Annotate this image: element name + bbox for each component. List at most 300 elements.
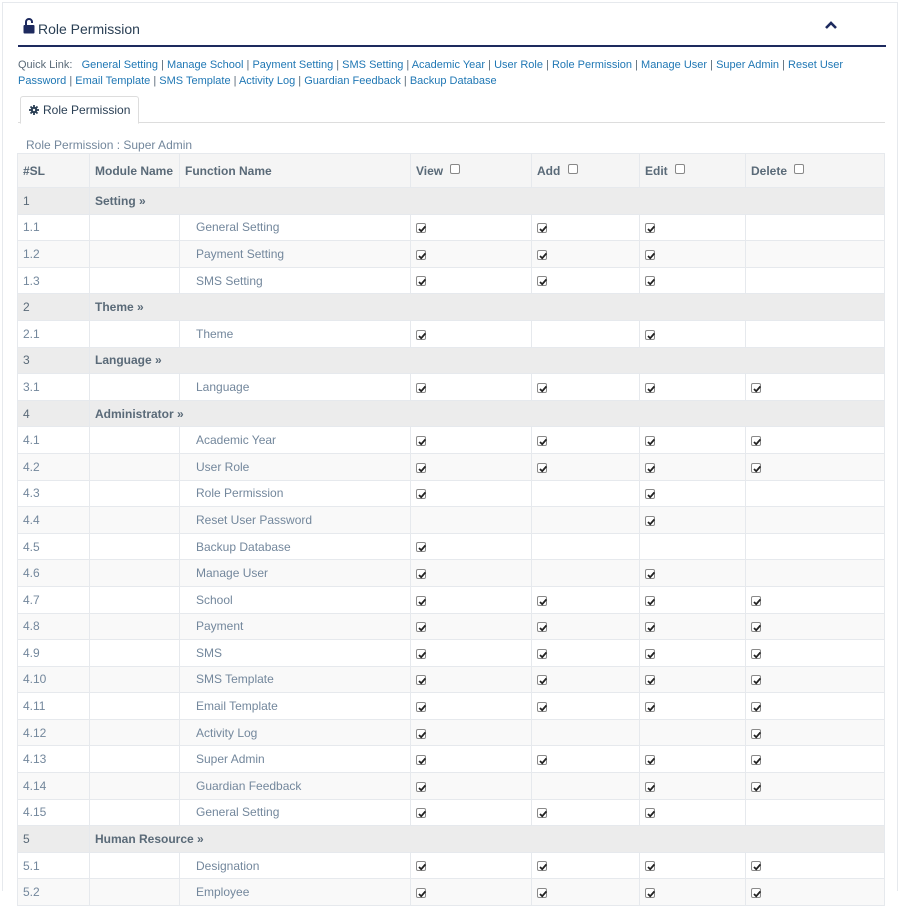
module-group-row bbox=[18, 188, 885, 215]
table-row bbox=[18, 241, 885, 268]
quick-link[interactable]: SMS Template bbox=[159, 75, 231, 87]
add-checkbox[interactable] bbox=[537, 250, 547, 260]
add-checkbox[interactable] bbox=[537, 808, 547, 818]
chevron-up-icon[interactable] bbox=[824, 19, 838, 31]
row-sl: 4.2 bbox=[18, 453, 90, 480]
table-row bbox=[18, 480, 885, 507]
table-row bbox=[18, 746, 885, 773]
view-checkbox[interactable] bbox=[416, 383, 426, 393]
row-module bbox=[90, 507, 180, 534]
perm-cell-add bbox=[532, 374, 640, 401]
table-row bbox=[18, 427, 885, 454]
table-row bbox=[18, 586, 885, 613]
perm-cell-edit bbox=[640, 320, 746, 347]
add-checkbox[interactable] bbox=[537, 702, 547, 712]
col-delete-label: Delete bbox=[751, 163, 788, 178]
add-checkbox[interactable] bbox=[537, 649, 547, 659]
perm-cell-view bbox=[411, 241, 532, 268]
unlock-icon bbox=[23, 18, 35, 34]
perm-cell-edit bbox=[640, 533, 746, 560]
edit-checkbox[interactable] bbox=[645, 808, 655, 818]
view-checkbox[interactable] bbox=[416, 596, 426, 606]
module-name: Setting » bbox=[90, 188, 885, 215]
perm-cell-edit bbox=[640, 852, 746, 879]
edit-checkbox[interactable] bbox=[645, 250, 655, 260]
link-separator: | bbox=[403, 59, 412, 71]
quick-link[interactable]: Activity Log bbox=[238, 75, 296, 87]
function-name: Super Admin bbox=[180, 746, 411, 773]
perm-cell-edit bbox=[640, 453, 746, 480]
row-module bbox=[90, 746, 180, 773]
delete-checkbox[interactable] bbox=[751, 888, 761, 898]
perm-cell-delete bbox=[746, 533, 885, 560]
perm-cell-delete bbox=[746, 666, 885, 693]
perm-cell-add bbox=[532, 267, 640, 294]
delete-checkbox[interactable] bbox=[751, 596, 761, 606]
perm-cell-edit bbox=[640, 693, 746, 720]
edit-checkbox[interactable] bbox=[645, 516, 655, 526]
row-sl: 4.1 bbox=[18, 427, 90, 454]
perm-cell-view bbox=[411, 879, 532, 906]
row-module bbox=[90, 879, 180, 906]
edit-checkbox[interactable] bbox=[645, 755, 655, 765]
row-sl: 5.1 bbox=[18, 852, 90, 879]
row-module bbox=[90, 799, 180, 826]
view-checkbox[interactable] bbox=[416, 622, 426, 632]
module-group-row bbox=[18, 400, 885, 427]
row-sl: 4.15 bbox=[18, 799, 90, 826]
view-checkbox[interactable] bbox=[416, 888, 426, 898]
perm-cell-delete bbox=[746, 693, 885, 720]
add-checkbox[interactable] bbox=[537, 436, 547, 446]
perm-cell-edit bbox=[640, 799, 746, 826]
perm-cell-delete bbox=[746, 320, 885, 347]
table-row bbox=[18, 320, 885, 347]
perm-cell-add bbox=[532, 746, 640, 773]
row-sl: 5.2 bbox=[18, 879, 90, 906]
add-checkbox[interactable] bbox=[537, 463, 547, 473]
view-checkbox[interactable] bbox=[416, 808, 426, 818]
edit-checkbox[interactable] bbox=[645, 276, 655, 286]
perm-cell-view bbox=[411, 640, 532, 667]
row-sl: 3 bbox=[18, 347, 90, 374]
add-checkbox[interactable] bbox=[537, 596, 547, 606]
row-sl: 4.4 bbox=[18, 507, 90, 534]
row-sl: 4.5 bbox=[18, 533, 90, 560]
perm-cell-add bbox=[532, 799, 640, 826]
row-sl: 1.3 bbox=[18, 267, 90, 294]
perm-cell-edit bbox=[640, 374, 746, 401]
perm-cell-edit bbox=[640, 241, 746, 268]
row-module bbox=[90, 480, 180, 507]
perm-cell-view bbox=[411, 427, 532, 454]
perm-cell-delete bbox=[746, 507, 885, 534]
perm-cell-edit bbox=[640, 507, 746, 534]
function-name: General Setting bbox=[180, 214, 411, 241]
select-all-add-checkbox[interactable] bbox=[568, 164, 578, 174]
add-checkbox[interactable] bbox=[537, 861, 547, 871]
function-name: Activity Log bbox=[180, 719, 411, 746]
perm-cell-add bbox=[532, 666, 640, 693]
perm-cell-delete bbox=[746, 879, 885, 906]
perm-cell-edit bbox=[640, 427, 746, 454]
perm-cell-add bbox=[532, 852, 640, 879]
view-checkbox[interactable] bbox=[416, 250, 426, 260]
quick-link[interactable]: Reset User Password bbox=[18, 59, 844, 87]
link-separator: | bbox=[158, 59, 168, 71]
perm-cell-add bbox=[532, 640, 640, 667]
module-group-row bbox=[18, 826, 885, 853]
row-module bbox=[90, 560, 180, 587]
table-row bbox=[18, 640, 885, 667]
row-sl: 4.8 bbox=[18, 613, 90, 640]
col-sl: #SL bbox=[18, 154, 90, 188]
perm-cell-edit bbox=[640, 773, 746, 800]
perm-cell-delete bbox=[746, 719, 885, 746]
table-row bbox=[18, 666, 885, 693]
perm-cell-edit bbox=[640, 480, 746, 507]
perm-cell-edit bbox=[640, 640, 746, 667]
view-checkbox[interactable] bbox=[416, 330, 426, 340]
link-separator: | bbox=[542, 59, 552, 71]
function-name: Email Template bbox=[180, 693, 411, 720]
row-sl: 2.1 bbox=[18, 320, 90, 347]
link-separator: | bbox=[230, 75, 239, 87]
row-sl: 4.6 bbox=[18, 560, 90, 587]
table-row bbox=[18, 719, 885, 746]
perm-cell-delete bbox=[746, 560, 885, 587]
tab-bar bbox=[18, 96, 885, 123]
table-row bbox=[18, 799, 885, 826]
row-module bbox=[90, 852, 180, 879]
perm-cell-add bbox=[532, 586, 640, 613]
view-checkbox[interactable] bbox=[416, 223, 426, 233]
row-module bbox=[90, 666, 180, 693]
quick-link[interactable]: Email Template bbox=[75, 75, 151, 87]
table-row bbox=[18, 560, 885, 587]
col-module: Module Name bbox=[90, 154, 180, 188]
delete-checkbox[interactable] bbox=[751, 861, 761, 871]
link-separator: | bbox=[400, 75, 410, 87]
function-name: User Role bbox=[180, 453, 411, 480]
link-separator: | bbox=[333, 59, 343, 71]
col-add-label: Add bbox=[537, 163, 561, 178]
row-sl: 4.3 bbox=[18, 480, 90, 507]
perm-cell-view bbox=[411, 480, 532, 507]
edit-checkbox[interactable] bbox=[645, 596, 655, 606]
edit-checkbox[interactable] bbox=[645, 436, 655, 446]
perm-cell-view bbox=[411, 693, 532, 720]
delete-checkbox[interactable] bbox=[751, 729, 761, 739]
module-name: Theme » bbox=[90, 294, 885, 321]
table-row bbox=[18, 507, 885, 534]
row-sl: 4.12 bbox=[18, 719, 90, 746]
col-edit-label: Edit bbox=[645, 163, 668, 178]
function-name: Role Permission bbox=[180, 480, 411, 507]
perm-cell-delete bbox=[746, 427, 885, 454]
perm-cell-view bbox=[411, 320, 532, 347]
perm-cell-delete bbox=[746, 374, 885, 401]
row-module bbox=[90, 533, 180, 560]
quick-link[interactable]: Academic Year bbox=[411, 59, 486, 71]
view-checkbox[interactable] bbox=[416, 276, 426, 286]
perm-cell-add bbox=[532, 879, 640, 906]
col-function: Function Name bbox=[180, 154, 411, 188]
perm-cell-view bbox=[411, 374, 532, 401]
perm-cell-add bbox=[532, 507, 640, 534]
perm-cell-edit bbox=[640, 746, 746, 773]
delete-checkbox[interactable] bbox=[751, 702, 761, 712]
perm-cell-view bbox=[411, 719, 532, 746]
select-all-view-checkbox[interactable] bbox=[450, 164, 460, 174]
view-checkbox[interactable] bbox=[416, 755, 426, 765]
row-sl: 1 bbox=[18, 188, 90, 215]
edit-checkbox[interactable] bbox=[645, 622, 655, 632]
perm-cell-view bbox=[411, 613, 532, 640]
permission-table bbox=[17, 153, 885, 906]
edit-checkbox[interactable] bbox=[645, 675, 655, 685]
delete-checkbox[interactable] bbox=[751, 463, 761, 473]
row-module bbox=[90, 613, 180, 640]
perm-cell-edit bbox=[640, 586, 746, 613]
panel-header bbox=[18, 13, 886, 47]
delete-checkbox[interactable] bbox=[751, 383, 761, 393]
perm-cell-edit bbox=[640, 267, 746, 294]
row-sl: 5 bbox=[18, 826, 90, 853]
perm-cell-view bbox=[411, 560, 532, 587]
perm-cell-add bbox=[532, 693, 640, 720]
perm-cell-add bbox=[532, 427, 640, 454]
quick-link[interactable]: Manage User bbox=[641, 59, 708, 71]
select-all-delete-checkbox[interactable] bbox=[794, 164, 804, 174]
table-caption: Role Permission : Super Admin bbox=[26, 138, 193, 152]
module-name: Human Resource » bbox=[90, 826, 885, 853]
function-name: Academic Year bbox=[180, 427, 411, 454]
perm-cell-add bbox=[532, 320, 640, 347]
function-name: SMS bbox=[180, 640, 411, 667]
table-row bbox=[18, 773, 885, 800]
col-view bbox=[411, 154, 532, 188]
table-row bbox=[18, 453, 885, 480]
perm-cell-delete bbox=[746, 640, 885, 667]
view-checkbox[interactable] bbox=[416, 489, 426, 499]
delete-checkbox[interactable] bbox=[751, 436, 761, 446]
col-view-label: View bbox=[416, 163, 444, 178]
function-name: Payment Setting bbox=[180, 241, 411, 268]
function-name: Payment bbox=[180, 613, 411, 640]
table-row bbox=[18, 374, 885, 401]
row-sl: 4.10 bbox=[18, 666, 90, 693]
link-separator: | bbox=[243, 59, 253, 71]
function-name: Employee bbox=[180, 879, 411, 906]
quick-link[interactable]: Manage School bbox=[167, 59, 244, 71]
perm-cell-delete bbox=[746, 799, 885, 826]
quick-link[interactable]: User Role bbox=[494, 59, 543, 71]
perm-cell-delete bbox=[746, 586, 885, 613]
function-name: School bbox=[180, 586, 411, 613]
perm-cell-delete bbox=[746, 773, 885, 800]
perm-cell-view bbox=[411, 852, 532, 879]
quick-link[interactable]: SMS Setting bbox=[342, 59, 404, 71]
view-checkbox[interactable] bbox=[416, 729, 426, 739]
view-checkbox[interactable] bbox=[416, 861, 426, 871]
col-delete bbox=[746, 154, 885, 188]
add-checkbox[interactable] bbox=[537, 223, 547, 233]
row-sl: 1.1 bbox=[18, 214, 90, 241]
perm-cell-add bbox=[532, 241, 640, 268]
add-checkbox[interactable] bbox=[537, 622, 547, 632]
perm-cell-view bbox=[411, 586, 532, 613]
edit-checkbox[interactable] bbox=[645, 463, 655, 473]
row-module bbox=[90, 320, 180, 347]
module-group-row bbox=[18, 347, 885, 374]
perm-cell-delete bbox=[746, 267, 885, 294]
row-sl: 2 bbox=[18, 294, 90, 321]
edit-checkbox[interactable] bbox=[645, 702, 655, 712]
perm-cell-edit bbox=[640, 214, 746, 241]
row-module bbox=[90, 693, 180, 720]
row-module bbox=[90, 374, 180, 401]
add-checkbox[interactable] bbox=[537, 276, 547, 286]
row-module bbox=[90, 586, 180, 613]
row-sl: 4 bbox=[18, 400, 90, 427]
row-sl: 3.1 bbox=[18, 374, 90, 401]
view-checkbox[interactable] bbox=[416, 675, 426, 685]
function-name: Language bbox=[180, 374, 411, 401]
edit-checkbox[interactable] bbox=[645, 223, 655, 233]
edit-checkbox[interactable] bbox=[645, 861, 655, 871]
view-checkbox[interactable] bbox=[416, 702, 426, 712]
perm-cell-view bbox=[411, 746, 532, 773]
delete-checkbox[interactable] bbox=[751, 649, 761, 659]
row-sl: 4.14 bbox=[18, 773, 90, 800]
edit-checkbox[interactable] bbox=[645, 649, 655, 659]
perm-cell-view bbox=[411, 533, 532, 560]
delete-checkbox[interactable] bbox=[751, 675, 761, 685]
edit-checkbox[interactable] bbox=[645, 888, 655, 898]
table-row bbox=[18, 693, 885, 720]
table-header-row bbox=[18, 154, 885, 188]
perm-cell-add bbox=[532, 214, 640, 241]
perm-cell-delete bbox=[746, 214, 885, 241]
col-add bbox=[532, 154, 640, 188]
row-module bbox=[90, 267, 180, 294]
edit-checkbox[interactable] bbox=[645, 489, 655, 499]
table-row bbox=[18, 852, 885, 879]
perm-cell-edit bbox=[640, 666, 746, 693]
table-row bbox=[18, 533, 885, 560]
delete-checkbox[interactable] bbox=[751, 782, 761, 792]
view-checkbox[interactable] bbox=[416, 649, 426, 659]
perm-cell-delete bbox=[746, 453, 885, 480]
module-name: Administrator » bbox=[90, 400, 885, 427]
perm-cell-view bbox=[411, 666, 532, 693]
table-row bbox=[18, 613, 885, 640]
perm-cell-edit bbox=[640, 560, 746, 587]
row-sl: 4.7 bbox=[18, 586, 90, 613]
perm-cell-edit bbox=[640, 879, 746, 906]
perm-cell-add bbox=[532, 480, 640, 507]
perm-cell-view bbox=[411, 267, 532, 294]
row-sl: 4.9 bbox=[18, 640, 90, 667]
quick-link-label: Quick Link: bbox=[18, 59, 73, 71]
link-separator: | bbox=[150, 75, 160, 87]
link-separator: | bbox=[632, 59, 642, 71]
perm-cell-edit bbox=[640, 719, 746, 746]
gear-icon bbox=[29, 105, 39, 115]
quick-link[interactable]: Guardian Feedback bbox=[304, 75, 401, 87]
row-sl: 1.2 bbox=[18, 241, 90, 268]
add-checkbox[interactable] bbox=[537, 755, 547, 765]
perm-cell-add bbox=[532, 560, 640, 587]
quick-link[interactable]: Role Permission bbox=[551, 59, 633, 71]
function-name: Reset User Password bbox=[180, 507, 411, 534]
edit-checkbox[interactable] bbox=[645, 569, 655, 579]
view-checkbox[interactable] bbox=[416, 782, 426, 792]
function-name: SMS Setting bbox=[180, 267, 411, 294]
perm-cell-add bbox=[532, 773, 640, 800]
module-name: Language » bbox=[90, 347, 885, 374]
delete-checkbox[interactable] bbox=[751, 755, 761, 765]
delete-checkbox[interactable] bbox=[751, 622, 761, 632]
row-module bbox=[90, 241, 180, 268]
edit-checkbox[interactable] bbox=[645, 383, 655, 393]
row-module bbox=[90, 453, 180, 480]
function-name: Guardian Feedback bbox=[180, 773, 411, 800]
perm-cell-view bbox=[411, 773, 532, 800]
perm-cell-edit bbox=[640, 613, 746, 640]
add-checkbox[interactable] bbox=[537, 383, 547, 393]
quick-link[interactable]: Super Admin bbox=[716, 59, 780, 71]
quick-link[interactable]: Payment Setting bbox=[252, 59, 334, 71]
row-module bbox=[90, 214, 180, 241]
tab-role-permission[interactable] bbox=[20, 96, 139, 124]
view-checkbox[interactable] bbox=[416, 542, 426, 552]
function-name: General Setting bbox=[180, 799, 411, 826]
view-checkbox[interactable] bbox=[416, 463, 426, 473]
function-name: Manage User bbox=[180, 560, 411, 587]
edit-checkbox[interactable] bbox=[645, 782, 655, 792]
function-name: SMS Template bbox=[180, 666, 411, 693]
view-checkbox[interactable] bbox=[416, 436, 426, 446]
quick-link[interactable]: Backup Database bbox=[409, 75, 497, 87]
function-name: Backup Database bbox=[180, 533, 411, 560]
link-separator: | bbox=[779, 59, 789, 71]
quick-link[interactable]: General Setting bbox=[81, 59, 159, 71]
function-name: Designation bbox=[180, 852, 411, 879]
link-separator: | bbox=[485, 59, 495, 71]
edit-checkbox[interactable] bbox=[645, 330, 655, 340]
row-module bbox=[90, 640, 180, 667]
link-separator: | bbox=[707, 59, 717, 71]
add-checkbox[interactable] bbox=[537, 888, 547, 898]
perm-cell-add bbox=[532, 613, 640, 640]
view-checkbox[interactable] bbox=[416, 569, 426, 579]
select-all-edit-checkbox[interactable] bbox=[675, 164, 685, 174]
row-sl: 4.11 bbox=[18, 693, 90, 720]
col-edit bbox=[640, 154, 746, 188]
add-checkbox[interactable] bbox=[537, 675, 547, 685]
perm-cell-delete bbox=[746, 852, 885, 879]
tab-label: Role Permission bbox=[43, 103, 131, 117]
perm-cell-view bbox=[411, 507, 532, 534]
perm-cell-add bbox=[532, 453, 640, 480]
module-group-row bbox=[18, 294, 885, 321]
perm-cell-view bbox=[411, 799, 532, 826]
row-sl: 4.13 bbox=[18, 746, 90, 773]
quick-links bbox=[18, 57, 888, 89]
perm-cell-view bbox=[411, 214, 532, 241]
